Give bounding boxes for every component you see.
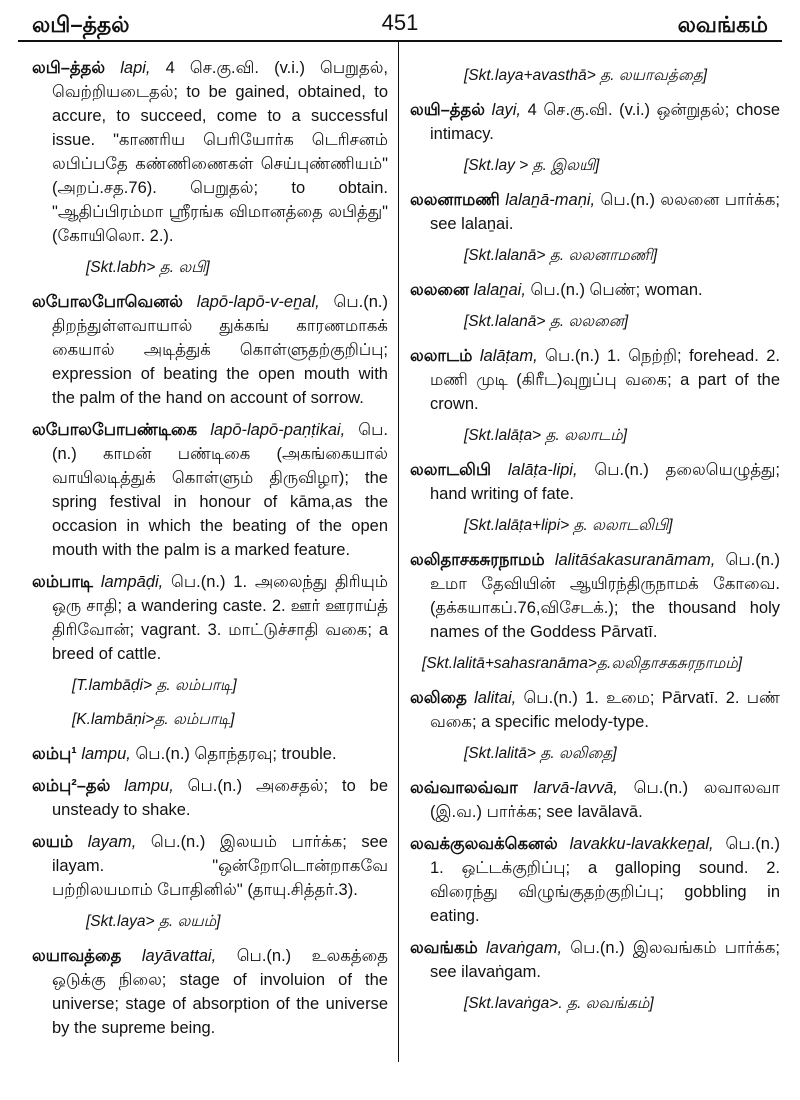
etymology: [K.lambāṇi>த. லம்பாடி]	[72, 711, 235, 728]
dictionary-entry	[410, 548, 780, 644]
transliteration: lalaṉā-maṇi,	[505, 191, 596, 209]
headword: லபோலபோவெனல்	[32, 293, 183, 311]
etymology: [T.lambāḍi> த. லம்பாடி]	[72, 677, 237, 694]
transliteration: lampāḍi,	[100, 573, 164, 591]
definition: பெ.(n.) திறந்துள்ளவாயால் துக்கங் காரணமாகக் கையால் அடித்துக் கொள்ளுதற்குறிப்பு; expression of beating the open mouth with the palm of the hand on account of sorrow.	[52, 293, 388, 407]
definition: பெ.(n.) உமா தேவியின் ஆயிரந்திருநாமக் கோவை. (தக்கயாகப்.76,விசேடக்.); the thousand holy names of the Goddess Pārvatī.	[430, 551, 780, 641]
dictionary-entry	[410, 458, 780, 506]
transliteration: lavaṅgam,	[485, 939, 563, 957]
headword: லலனை	[410, 281, 470, 299]
dictionary-entry	[32, 570, 388, 666]
headword: லவக்குலவக்கெனல்	[410, 835, 558, 853]
headword: லயாவத்தை	[32, 947, 122, 965]
definition: பெ.(n.) இலவங்கம் பார்க்க; see ilavaṅgam.	[430, 939, 780, 981]
headword: லவ்வாலவ்வா	[410, 779, 518, 797]
definition: பெ.(n.) 1. நெற்றி; forehead. 2. மணி முடி (கிரீட)வுறுப்பு வகை; a part of the crown.	[430, 347, 781, 413]
definition: பெ.(n.) தொந்தரவு; trouble.	[130, 745, 337, 763]
transliteration: layāvattai,	[141, 947, 217, 965]
etymology: [Skt.lavaṅga>. த. லவங்கம்]	[464, 995, 654, 1012]
dictionary-entry	[410, 98, 780, 146]
page-number: 451	[381, 10, 419, 35]
definition: பெ.(n.) இலயம் பார்க்க; see ilayam. "ஒன்றோடொன்றாகவே பற்றிலயமாம் போதினில்" (தாயு.சித்தர்.3).	[52, 833, 388, 899]
definition: 4 செ.கு.வி. (v.i.) பெறுதல், வெற்றியடைதல்; to be gained, obtained, to accure, to succeed, come to a successful issue. "காணரிய பெரியோர்க டெரிசனம் லபிப்பதே கண்ணிணைகள் செய்புண்ணியம்" (அறப்.சத.76). பெறுதல்; to obtain. "ஆதிப்பிரம்மா ஸ்ரீரங்க விமானத்தை லபித்து" (கோயிலொ. 2.).	[52, 59, 388, 245]
definition: பெ.(n.) 1. ஒட்டக்குறிப்பு; a galloping sound. 2. விரைந்து விழுங்குதற்குறிப்பு; gobbling in eating.	[430, 835, 780, 925]
etymology: [Skt.lalāṭa> த. லலாடம்]	[464, 427, 628, 444]
definition: 4 செ.கு.வி. (v.i.) ஒன்றுதல்; chose intimacy.	[430, 101, 780, 143]
left-column	[32, 56, 388, 1048]
definition: பெ.(n.) உலகத்தை ஒடுக்கு நிலை; stage of involuion of the universe; stage of absorption of the universe by the supreme being.	[52, 947, 388, 1037]
dictionary-entry	[410, 832, 780, 928]
headword: லம்பு²–தல்	[32, 777, 111, 795]
transliteration: lalāṭam,	[479, 347, 538, 365]
dictionary-entry	[410, 936, 780, 984]
dictionary-entry	[410, 188, 780, 236]
etymology: [Skt.labh> த. லபி]	[86, 259, 210, 276]
dictionary-entry	[32, 290, 388, 410]
column-divider	[398, 42, 399, 1062]
headword: லலிதாசகசுரநாமம்	[410, 551, 545, 569]
transliteration: lalāṭa-lipi,	[507, 461, 578, 479]
etymology: [Skt.laya> த. லயம்]	[86, 913, 221, 930]
etymology: [Skt.lay > த. இலயி]	[464, 157, 600, 174]
dictionary-entry	[410, 344, 780, 416]
etymology: [Skt.lalitā+sahasranāma>த.லலிதாசகசுரநாமம்]	[422, 655, 743, 672]
headword: லயம்	[32, 833, 74, 851]
headword: லம்பு¹	[32, 745, 77, 763]
definition: பெ.(n.) 1. அலைந்து திரியும் ஒரு சாதி; a wandering caste. 2. ஊர் ஊராய்த் திரிவோன்; vagrant. 3. மாட்டுச்சாதி வகை; a breed of cattle.	[52, 573, 388, 663]
definition: பெ.(n.) அசைதல்; to be unsteady to shake.	[52, 777, 388, 819]
headword: லலாடலிபி	[410, 461, 492, 479]
definition: பெ.(n.) தலையெழுத்து; hand writing of fate.	[430, 461, 780, 503]
transliteration: lalitāśakasuranāmam,	[554, 551, 716, 569]
etymology: [Skt.lalitā> த. லலிதை]	[464, 745, 617, 762]
headword: லபி–த்தல்	[32, 59, 106, 77]
headword: லம்பாடி	[32, 573, 94, 591]
header-last-word: லவங்கம்	[677, 12, 768, 37]
transliteration: larvā-lavvā,	[533, 779, 618, 797]
definition: பெ.(n.) 1. உமை; Pārvatī. 2. பண் வகை; a specific melody-type.	[430, 689, 780, 731]
transliteration: lapi,	[120, 59, 151, 77]
dictionary-entry	[32, 742, 388, 766]
dictionary-entry	[32, 944, 388, 1040]
etymology: [Skt.lalanā> த. லலனை]	[464, 313, 629, 330]
dictionary-entry	[410, 686, 780, 734]
definition: பெ.(n.) லவாலவா (இ.வ.) பார்க்க; see lavālavā.	[430, 779, 780, 821]
transliteration: layi,	[491, 101, 521, 119]
definition: பெ.(n.) காமன் பண்டிகை (அகங்கையால் வாயிலடித்துக் கொள்ளும் திருவிழா); the spring festival in honour of kāma,as the occasion in which the beating of the open mouth with the palm is a marked feature.	[52, 421, 388, 559]
headword: லபோலபோபண்டிகை	[32, 421, 198, 439]
etymology: [Skt.lalanā> த. லலனாமணி]	[464, 247, 658, 264]
transliteration: lalaṉai,	[473, 281, 526, 299]
transliteration: lalitai,	[474, 689, 517, 707]
transliteration: lavakku-lavakkeṉal,	[569, 835, 714, 853]
transliteration: layam,	[87, 833, 137, 851]
dictionary-entry	[32, 418, 388, 562]
headword: லலிதை	[410, 689, 467, 707]
dictionary-entry	[410, 278, 780, 302]
definition: பெ.(n.) பெண்; woman.	[525, 281, 703, 299]
definition: பெ.(n.) லலனை பார்க்க; see lalaṉai.	[430, 191, 780, 233]
transliteration: lampu,	[81, 745, 131, 763]
transliteration: lampu,	[124, 777, 174, 795]
right-column	[410, 62, 780, 1026]
dictionary-entry	[32, 56, 388, 248]
dictionary-entry	[32, 830, 388, 902]
headword: லலாடம்	[410, 347, 473, 365]
dictionary-entry	[32, 774, 388, 822]
headword: லயி–த்தல்	[410, 101, 485, 119]
dictionary-entry	[410, 776, 780, 824]
transliteration: lapō-lapō-v-eṉal,	[196, 293, 320, 311]
headword: லவங்கம்	[410, 939, 478, 957]
etymology: [Skt.lalāṭa+lipi> த. லலாடலிபி]	[464, 517, 673, 534]
transliteration: lapō-lapō-paṇṭikai,	[210, 421, 346, 439]
etymology: [Skt.laya+avasthā> த. லயாவத்தை]	[464, 67, 708, 84]
headword: லலனாமணி	[410, 191, 500, 209]
page-header	[18, 6, 782, 42]
header-first-word: லபி–த்தல்	[32, 12, 130, 37]
